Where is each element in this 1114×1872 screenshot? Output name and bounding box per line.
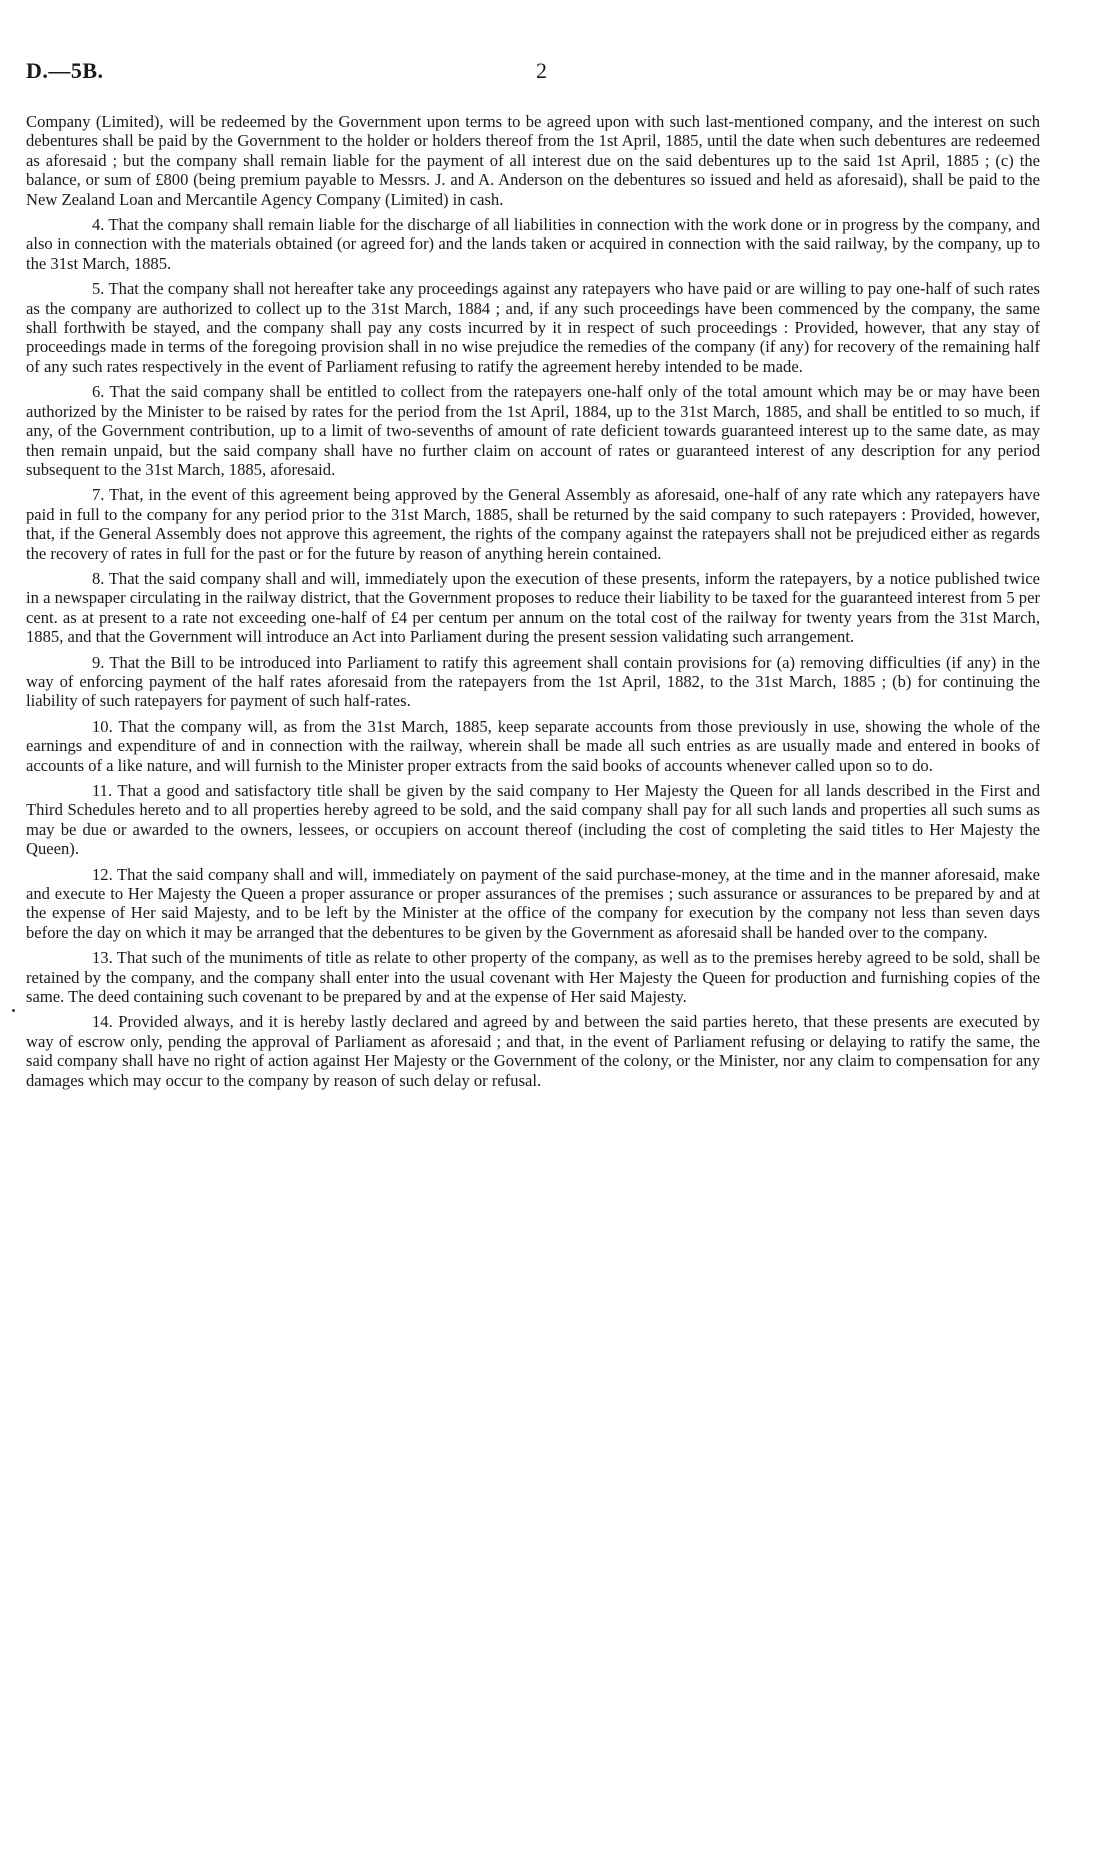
clause-4: 4. That the company shall remain liable for the discharge of all liabilities in connection with the work done or in progress by the company, and also in connection with the materials obtained (or agreed for) and the lands taken or acquired in connection with the said railway, by the company, up to the 31st March, 1885. [26, 215, 1040, 273]
document-reference: D.—5B. [26, 58, 104, 83]
clause-11: 11. That a good and satisfactory title shall be given by the said company to Her Majesty the Queen for all lands described in the First and Third Schedules hereto and to all properties hereby agreed to be sold, and the said company shall pay for all such lands and properties all such sums as may be due or awarded to the owners, lessees, or occupiers on account thereof (including the cost of completing the said titles to Her Majesty the Queen). [26, 781, 1040, 859]
clause-10: 10. That the company will, as from the 31st March, 1885, keep separate accounts from those previously in use, showing the whole of the earnings and expenditure of and in connection with the railway, wherein shall be made all such entries as are usually made and entered in books of accounts of a like nature, and will furnish to the Minister proper extracts from the said books of accounts whenever called upon so to do. [26, 716, 1040, 775]
clause-6: 6. That the said company shall be entitled to collect from the ratepayers one-half only of the total amount which may be or may have been authorized by the Minister to be raised by rates for the period from the 1st April, 1884, up to the 31st March, 1885, and shall be entitled to so much, if any, of the Government contribution, up to a limit of two-sevenths of amount of rate deficient towards guaranteed interest up to the same date, as may then remain unpaid, but the said company shall have no further claim on account of rates or guaranteed interest of any description for any period subsequent to the 31st March, 1885, aforesaid. [26, 382, 1040, 479]
clause-14: 14. Provided always, and it is hereby lastly declared and agreed by and between the said parties hereto, that these presents are executed by way of escrow only, pending the approval of Parliament as aforesaid ; and that, in the event of Parliament refusing or delaying to ratify the same, the said company shall have no right of action against Her Majesty or the Government of the colony, or the Minister, nor any claim to compensation for any damages which may occur to the company by reason of such delay or refusal. [26, 1012, 1040, 1090]
clause-12: 12. That the said company shall and will, immediately on payment of the said purchase-money, at the time and in the manner aforesaid, make and execute to Her Majesty the Queen a proper assurance or proper assurances of the premises ; such assurance or assurances to be prepared by and at the expense of Her said Majesty, and to be left by the Minister at the office of the company for execution by the company not less than seven days before the day on which it may be arranged that the debentures to be given by the Government as aforesaid shall be handed over to the company. [26, 864, 1040, 942]
page-header [26, 58, 1114, 88]
clause-9: 9. That the Bill to be introduced into Parliament to ratify this agreement shall contain provisions for (a) removing difficulties (if any) in the way of enforcing payment of the half rates aforesaid from the ratepayers from the 1st April, 1882, to the 31st March, 1885 ; (b) for continuing the liability of such ratepayers for payment of such half-rates. [26, 652, 1040, 711]
clause-13: 13. That such of the muniments of title as relate to other property of the company, as well as to the premises hereby agreed to be sold, shall be retained by the company, and the company shall enter into the usual covenant with Her Majesty the Queen for production and furnishing copies of the same. The deed containing such covenant to be prepared by and at the expense of Her said Majesty. [26, 948, 1040, 1007]
page-number: 2 [536, 58, 547, 83]
margin-speck [12, 1009, 15, 1012]
clause-7: 7. That, in the event of this agreement being approved by the General Assembly as aforesaid, one-half of any rate which any ratepayers have paid in full to the company for any period prior to the 31st March, 1885, shall be returned by the said company to such ratepayers : Provided, however, that, if the General Assembly does not approve this agreement, the rights of the company against the ratepayers shall not be prejudiced either as regards the recovery of rates in full for the past or for the future by reason of anything herein contained. [26, 485, 1040, 563]
clause-8: 8. That the said company shall and will, immediately upon the execution of these presents, inform the ratepayers, by a notice published twice in a newspaper circulating in the railway district, that the Government proposes to reduce their liability to be taxed for the guaranteed interest from 5 per cent. as at present to a rate not exceeding one-half of £4 per centum per annum on the total cost of the railway for twenty years from the 31st March, 1885, and that the Government will introduce an Act into Parliament during the present session validating such arrangement. [26, 568, 1040, 647]
paragraph-continuation: Company (Limited), will be redeemed by the Government upon terms to be agreed upon with such last-mentioned company, and the interest on such debentures shall be paid by the Government to the holder or holders thereof from the 1st April, 1885, until the date when such debentures are redeemed as aforesaid ; but the company shall remain liable for the payment of all interest due on the said debentures up to the said 1st April, 1885 ; (c) the balance, or sum of £800 (being premium payable to Messrs. J. and A. Anderson on the debentures so issued and held as aforesaid), shall be paid to the New Zealand Loan and Mercantile Agency Company (Limited) in cash. [26, 112, 1040, 209]
clause-5: 5. That the company shall not hereafter take any proceedings against any ratepayers who have paid or are willing to pay one-half of such rates as the company are authorized to collect up to the 31st March, 1884 ; and, if any such proceedings have been commenced by the company, the same shall forthwith be stayed, and the company shall pay any costs incurred by it in respect of such proceedings : Provided, however, that any stay of proceedings made in terms of the foregoing provision shall in no wise prejudice the remedies of the company (if any) for recovery of the remaining half of any such rates respectively in the event of Parliament refusing to ratify the agreement hereby intended to be made. [26, 279, 1040, 376]
document-body [26, 112, 1040, 1096]
